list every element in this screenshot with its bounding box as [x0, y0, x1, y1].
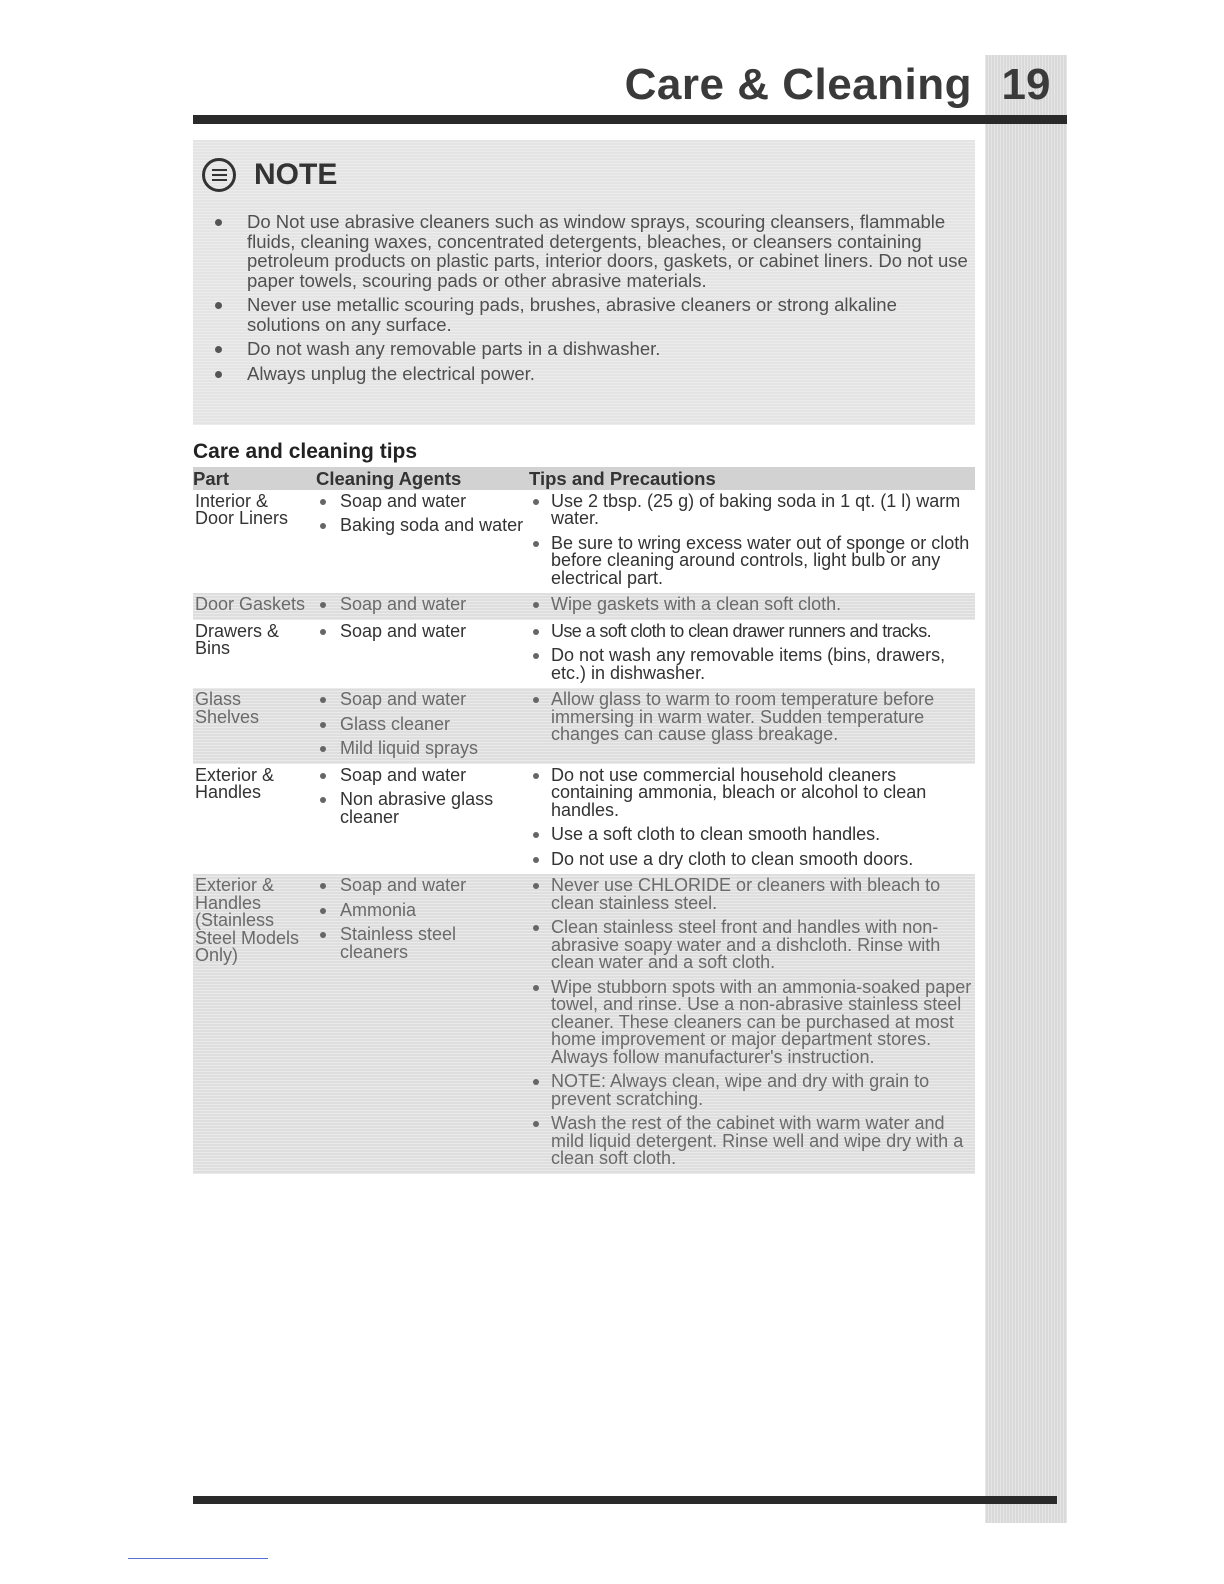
note-item: Do not wash any removable parts in a dishwasher.	[210, 339, 970, 359]
table-header-row	[193, 467, 975, 490]
tip-item: Never use CHLORIDE or cleaners with bleach to clean stainless steel.	[529, 877, 975, 912]
agent-item: Soap and water	[316, 623, 529, 641]
tip-item: Do not wash any removable items (bins, drawers, etc.) in dishwasher.	[529, 647, 975, 682]
column-header-part: Part	[193, 467, 316, 490]
footer-rule	[193, 1496, 1057, 1504]
column-header-agents: Cleaning Agents	[316, 467, 529, 490]
care-tips-table	[193, 467, 975, 1174]
tips-cell	[529, 490, 975, 594]
tips-cell	[529, 593, 975, 620]
header-rule	[193, 115, 1067, 124]
part-cell: Exterior & Handles (Stainless Steel Models Only)	[193, 874, 316, 1174]
tip-item: NOTE: Always clean, wipe and dry with grain to prevent scratching.	[529, 1073, 975, 1108]
tip-item: Be sure to wring excess water out of sponge or cloth before cleaning around controls, light bulb or any electrical part.	[529, 535, 975, 588]
tip-item: Use 2 tbsp. (25 g) of baking soda in 1 qt. (1 l) warm water.	[529, 493, 975, 528]
note-heading	[202, 158, 337, 192]
part-cell: Interior & Door Liners	[195, 490, 289, 528]
agents-cell	[316, 490, 529, 594]
agents-cell	[316, 764, 529, 875]
tip-item: Do not use a dry cloth to clean smooth doors.	[529, 851, 975, 869]
table-row	[193, 490, 975, 594]
tip-item: Wash the rest of the cabinet with warm water and mild liquid detergent. Rinse well and wipe dry with a clean soft cloth.	[529, 1115, 975, 1168]
note-list	[210, 212, 970, 388]
note-item: Never use metallic scouring pads, brushes, abrasive cleaners or strong alkaline solutions on any surface.	[210, 295, 970, 334]
table-row	[193, 874, 975, 1174]
tip-item: Clean stainless steel front and handles with non-abrasive soapy water and a dishcloth. Rinse with clean water and a soft cloth.	[529, 919, 975, 972]
tips-cell	[529, 620, 975, 689]
section-heading: Care and cleaning tips	[193, 440, 418, 463]
note-item: Always unplug the electrical power.	[210, 364, 970, 384]
column-header-tips: Tips and Precautions	[529, 467, 975, 490]
table-row	[193, 620, 975, 689]
agent-item: Ammonia	[316, 902, 529, 920]
table-row	[193, 593, 975, 620]
tip-item: Use a soft cloth to clean drawer runners and tracks.	[529, 623, 975, 641]
agents-cell	[316, 874, 529, 1174]
agent-item: Glass cleaner	[316, 716, 529, 734]
agents-cell	[316, 620, 529, 689]
tips-cell	[529, 688, 975, 764]
tip-item: Use a soft cloth to clean smooth handles.	[529, 826, 975, 844]
agents-cell	[316, 593, 529, 620]
page-number: 19	[1001, 60, 1051, 109]
agent-item: Soap and water	[316, 493, 529, 511]
part-cell: Drawers & Bins	[195, 620, 280, 658]
agent-item: Baking soda and water	[316, 517, 529, 535]
footer-link-underline	[128, 1558, 268, 1559]
tips-cell	[529, 764, 975, 875]
part-cell: Glass Shelves	[193, 688, 316, 764]
agent-item: Stainless steel cleaners	[316, 926, 529, 961]
part-cell: Door Gaskets	[193, 593, 316, 620]
tip-item: Allow glass to warm to room temperature before immersing in warm water. Sudden temperature changes can cause glass breakage.	[529, 691, 975, 744]
note-icon	[202, 158, 236, 192]
tip-item: Wipe stubborn spots with an ammonia-soaked paper towel, and rinse. Use a non-abrasive stainless steel cleaner. These cleaners can be purchased at most home improvement or major department stores. Always follow manufacturer's instruction.	[529, 979, 975, 1067]
agent-item: Soap and water	[316, 877, 529, 895]
tips-cell	[529, 874, 975, 1174]
tip-item: Wipe gaskets with a clean soft cloth.	[529, 596, 975, 614]
agent-item: Soap and water	[316, 691, 529, 709]
note-label: NOTE	[254, 158, 338, 191]
agent-item: Soap and water	[316, 767, 529, 785]
part-cell: Exterior & Handles	[195, 764, 275, 802]
note-item: Do Not use abrasive cleaners such as window sprays, scouring cleansers, flammable fluids, cleaning waxes, concentrated detergents, bleaches, or cleansers containing petroleum products on plastic parts, interior doors, gaskets, or cabinet liners. Do not use paper towels, scouring pads or other abrasive materials.	[210, 212, 970, 290]
tip-item: Do not use commercial household cleaners containing ammonia, bleach or alcohol to clean handles.	[529, 767, 975, 820]
agent-item: Non abrasive glass cleaner	[316, 791, 529, 826]
agent-item: Mild liquid sprays	[316, 740, 529, 758]
agents-cell	[316, 688, 529, 764]
table-row	[193, 764, 975, 875]
table-row	[193, 688, 975, 764]
page-title: Care & Cleaning	[624, 60, 972, 109]
agent-item: Soap and water	[316, 596, 529, 614]
page-edge-tab	[985, 55, 1067, 1523]
